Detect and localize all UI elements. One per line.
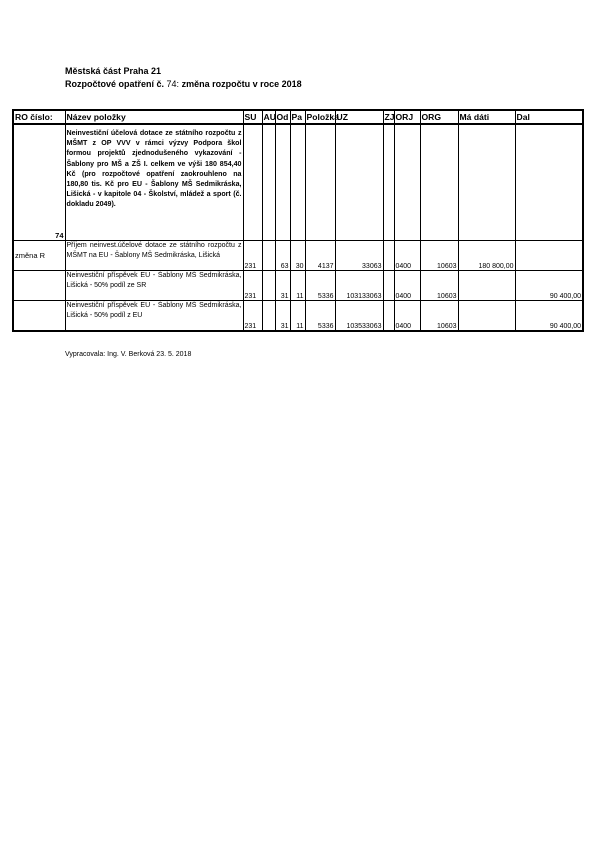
col-header-polozka: Položka: [306, 112, 339, 122]
ro-number-in-title: 74:: [166, 79, 180, 89]
col-header-zj: ZJ: [384, 112, 395, 122]
table-header-row: [13, 110, 583, 124]
row-polozka: 5336: [305, 301, 335, 332]
row-au: [262, 241, 275, 271]
col-header-ro: RO číslo:: [13, 110, 65, 124]
row-org: 10603: [420, 301, 458, 332]
title-prefix: Rozpočtové opatření č.: [65, 79, 165, 89]
row-dal: 90 400,00: [515, 271, 583, 301]
budget-measure-table: [12, 109, 584, 332]
row-ma-dati: [458, 271, 515, 301]
row-zj: [383, 301, 394, 332]
ro-description: Neinvestiční účelová dotace ze státního rozpočtu z MŠMT z OP VVV v rámci výzvy Podpora škol formou projektů zjednodušeného vykazování - Šablony pro MŠ a ZŠ I. celkem ve výši 180 854,40 Kč (pro rozpočtové opatření zaokrouhleno na 180,80 tis. Kč pro EU - Šablony MŠ Sedmikráska, Lišická - v kapitole 04 - Školství, mládež a sport (č. dokladu 2049).: [65, 124, 243, 241]
col-header-pa: Pa: [290, 110, 305, 124]
table-row: [13, 241, 583, 271]
ro-number-cell: 74: [13, 124, 65, 241]
col-header-ma-dati: Má dáti: [458, 110, 515, 124]
row-su: 231: [243, 271, 262, 301]
row-pa: 11: [290, 271, 305, 301]
row-polozka: 4137: [305, 241, 335, 271]
row-orj: 0400: [394, 271, 420, 301]
col-header-uz: UZ: [335, 110, 383, 124]
municipality-title: Městská část Praha 21: [65, 66, 162, 76]
row-name: Neinvestiční příspěvek EU - Šablony MŠ Sedmikráska, Lišická - 50% podíl ze SR: [65, 271, 243, 301]
row-org: 10603: [420, 271, 458, 301]
col-header-su: SU: [243, 110, 262, 124]
col-header-au: AU: [263, 112, 276, 122]
col-header-dal: Dal: [515, 110, 583, 124]
row-org: 10603: [420, 241, 458, 271]
row-pa: 11: [290, 301, 305, 332]
row-su: 231: [243, 241, 262, 271]
row-au: [262, 301, 275, 332]
col-header-orj: ORJ: [394, 110, 420, 124]
col-header-od: Od: [276, 112, 289, 122]
row-uz: 103533063: [335, 301, 383, 332]
row-uz: 103133063: [335, 271, 383, 301]
row-od: 31: [275, 301, 290, 332]
row-au: [262, 271, 275, 301]
table-row: [13, 301, 583, 332]
row-ma-dati: [458, 301, 515, 332]
row-uz: 33063: [335, 241, 383, 271]
col-header-name: Název položky: [65, 110, 243, 124]
row-ma-dati: 180 800,00: [458, 241, 515, 271]
row-dal: 90 400,00: [515, 301, 583, 332]
document-title: [65, 79, 302, 89]
zmena-label: změna R: [13, 241, 65, 271]
row-pa: 30: [290, 241, 305, 271]
row-zj: [383, 271, 394, 301]
row-orj: 0400: [394, 241, 420, 271]
prepared-by: Vypracovala: Ing. V. Berková 23. 5. 2018: [65, 351, 192, 358]
ro-description-row: [13, 124, 583, 241]
table-row: [13, 271, 583, 301]
row-name: Příjem neinvest.účelové dotace ze státního rozpočtu z MŠMT na EU - Šablony MŠ Sedmikráska, Lišická: [65, 241, 243, 271]
row-dal: [515, 241, 583, 271]
row-zj: [383, 241, 394, 271]
title-suffix: změna rozpočtu v roce 2018: [181, 79, 302, 89]
row-od: 31: [275, 271, 290, 301]
row-polozka: 5336: [305, 271, 335, 301]
row-od: 63: [275, 241, 290, 271]
row-orj: 0400: [394, 301, 420, 332]
row-name: Neinvestiční příspěvek EU - Šablony MŠ Sedmikráska, Lišická - 50% podíl z EU: [65, 301, 243, 332]
row-su: 231: [243, 301, 262, 332]
col-header-org: ORG: [420, 110, 458, 124]
